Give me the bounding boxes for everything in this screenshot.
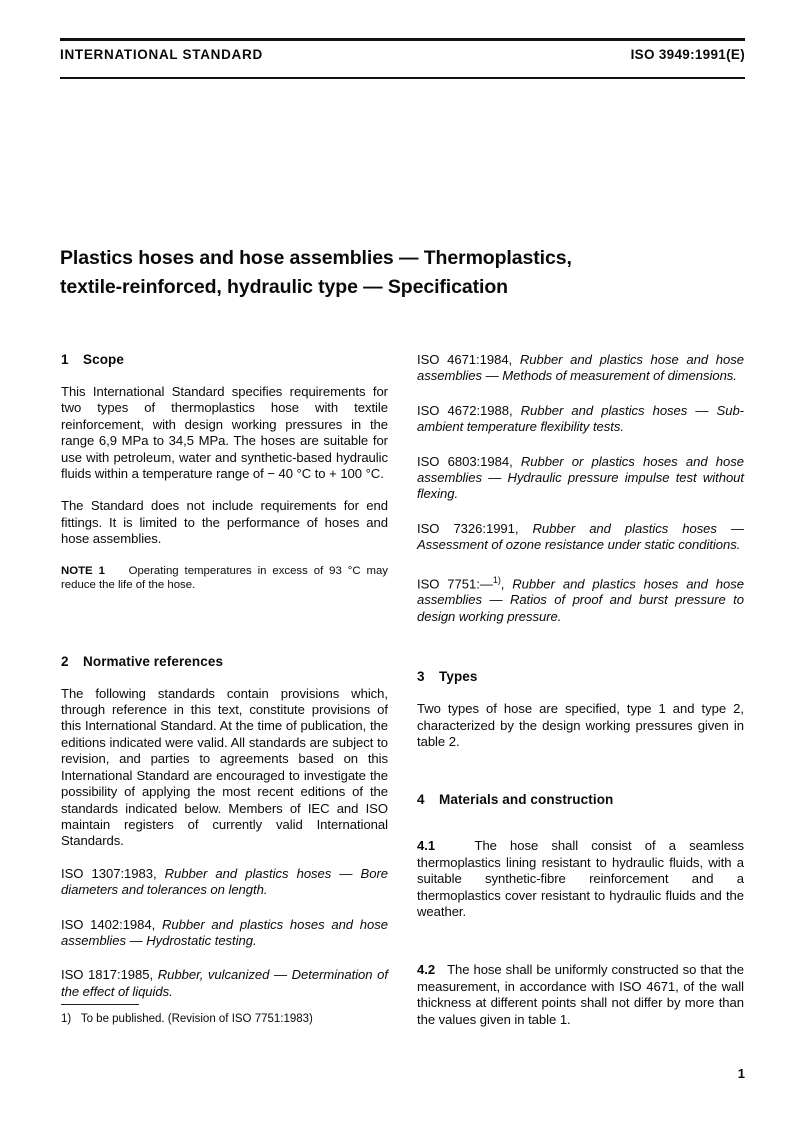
reference-id-tail: , [500,576,513,592]
clause-number: 4.2 [417,962,436,978]
reference-id: ISO 1817:1985, [61,967,158,983]
section-title-scope: Scope [83,352,125,367]
column-spacer [417,824,744,838]
reference-item [417,403,744,436]
clause-text: The hose shall consist of a seamless thermoplastics lining resistant to hydraulic fluids, with a suitable synthetic-fibre reinforcement and a thermoplastics cover resistant to hydraulic fluids and the weather. [417,838,745,920]
page-footnote [61,1012,391,1026]
right-column [417,352,744,1044]
clause-4-2 [417,962,744,1028]
footnote-text: To be published. (Revision of ISO 7751:1983) [80,1013,313,1025]
section-heading-normative-references [61,654,388,669]
document-title [60,244,680,302]
scope-paragraph-1: This International Standard specifies requirements for two types of thermoplastics hose with textile reinforcement, with design working pressures in the range 6,9 MPa to 34,5 MPa. The hoses are suitable for use with petroleum, water and synthetic-based hydraulic fluids within a temperature range of − 40 °C to + 100 °C. [61,384,388,482]
reference-id: ISO 7326:1991, [417,520,533,536]
footnote-marker: 1) [61,1013,72,1025]
footnote-marker: 1) [492,574,501,585]
reference-title: Rubber, vulcanized — Determination of the effect of liquids. [61,967,388,999]
column-spacer [417,766,744,792]
scope-paragraph-2: The Standard does not include requirements for end fittings. It is limited to the performance of hoses and hose assemblies. [61,498,388,547]
note-label: NOTE 1 [61,564,105,577]
types-paragraph-1: Two types of hose are specified, type 1 and type 2, characterized by the design working pressures given in table 2. [417,701,744,750]
section-number-3: 3 [417,669,425,685]
reference-item [61,866,388,899]
clause-4-1 [417,838,744,920]
column-spacer [417,643,744,669]
normative-references-intro: The following standards contain provisions which, through reference in this text, constitute provisions of this International Standard. At the time of publication, the editions indicated were valid. All standards are subject to revision, and parties to agreements based on this International Standard are encouraged to investigate the possibility of applying the most recent editions of the standards indicated below. Members of IEC and ISO maintain registers of currently valid International Standards. [61,685,388,849]
reference-title: Rubber and plastics hoses and hose assemblies — Hydrostatic testing. [61,916,388,948]
reference-item [417,521,744,554]
section-number-4: 4 [417,792,425,808]
reference-title: Rubber or plastics hoses and hose assemblies — Hydraulic pressure impulse test without flexing. [417,453,744,502]
document-title-line-2: textile-reinforced, hydraulic type — Specification [60,276,508,299]
header-rule-top [60,38,745,41]
reference-item [417,572,744,626]
reference-title: Rubber and plastics hoses — Sub-ambient temperature flexibility tests. [417,402,744,435]
section-heading-materials-and-construction [417,792,744,807]
reference-id: ISO 7751:— [417,576,493,592]
note-text: Operating temperatures in excess of 93 °C may reduce the life of the hose. [61,564,388,591]
header-rule-bottom [60,77,745,79]
reference-item [417,454,744,503]
section-heading-scope [61,352,388,367]
reference-id: ISO 4672:1988, [417,402,521,418]
section-title-materials-and-construction: Materials and construction [439,792,614,808]
column-spacer [61,608,388,654]
header-international-standard-label: INTERNATIONAL STANDARD [60,47,263,62]
section-heading-types [417,669,744,684]
reference-id: ISO 1402:1984, [61,916,162,932]
left-column [61,352,388,1018]
column-spacer [417,936,744,962]
reference-item [417,352,744,385]
page-header [60,47,745,62]
reference-id: ISO 1307:1983, [61,865,165,881]
reference-id: ISO 4671:1984, [417,352,520,367]
page-number: 1 [737,1066,745,1081]
reference-title: Rubber and plastics hoses — Assessment of ozone resistance under static conditions. [417,520,744,553]
header-standard-reference: ISO 3949:1991(E) [630,47,745,62]
reference-title: Rubber and plastics hoses — Bore diameters and tolerances on length. [61,865,388,898]
scope-note-1 [61,564,388,592]
clause-number: 4.1 [417,838,436,854]
reference-item [61,917,388,950]
section-title-types: Types [439,669,478,685]
section-title-normative-references: Normative references [83,653,224,669]
reference-title: Rubber and plastics hose and hose assemblies — Methods of measurement of dimensions. [417,352,745,384]
section-number-2: 2 [61,653,69,669]
section-number-1: 1 [61,352,69,367]
reference-item [61,967,388,1000]
document-title-line-1: Plastics hoses and hose assemblies — Thermoplastics, [60,247,572,270]
footnote-separator-rule [61,1004,139,1005]
clause-text: The hose shall be uniformly constructed so that the measurement, in accordance with ISO 4671, of the wall thickness at different points shall not differ by more than the values given in table 1. [417,962,745,1027]
reference-id: ISO 6803:1984, [417,453,521,469]
reference-title: Rubber and plastics hoses and hose assemblies — Ratios of proof and burst pressure to design working pressure. [417,576,744,624]
